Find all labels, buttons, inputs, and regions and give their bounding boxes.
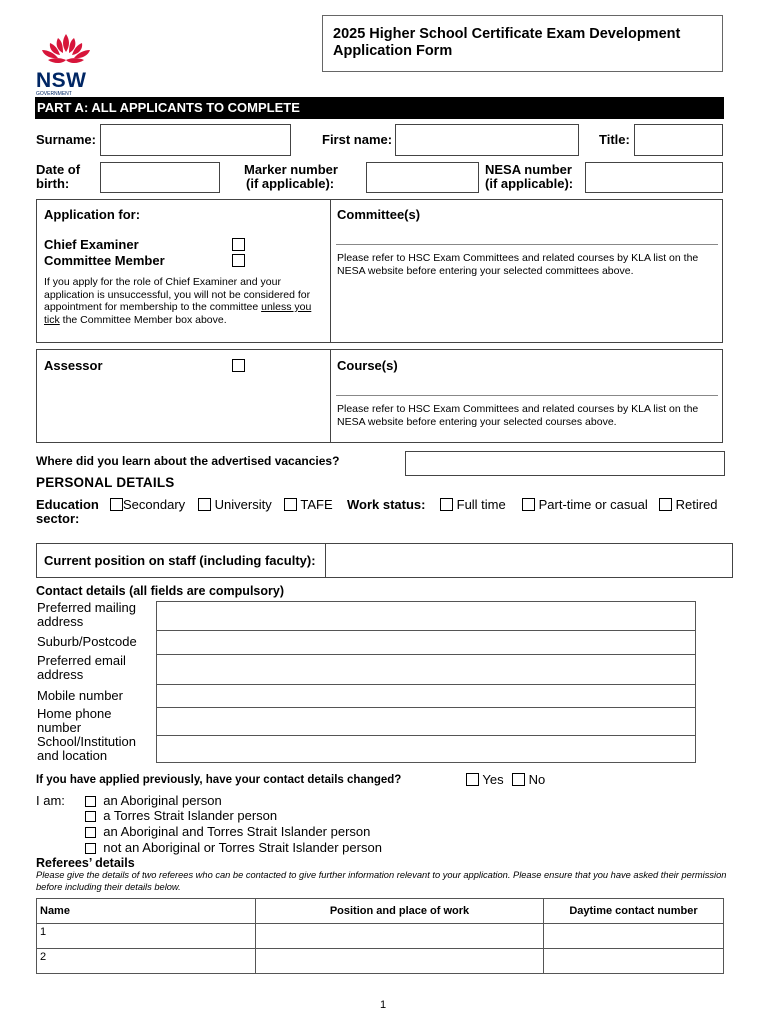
referees-header-row bbox=[37, 899, 724, 924]
i-am-option-both[interactable]: an Aboriginal and Torres Strait Islander person bbox=[85, 825, 370, 839]
nsw-government-logo bbox=[36, 32, 96, 97]
dob-label: Date of birth: bbox=[36, 162, 81, 191]
courses-input-line[interactable] bbox=[336, 395, 718, 396]
current-position-label: Current position on staff (including faculty): bbox=[44, 553, 316, 568]
contact-row bbox=[36, 601, 696, 630]
current-position-input[interactable] bbox=[325, 544, 732, 577]
education-option-university[interactable]: University bbox=[198, 498, 272, 512]
mailing-address-input[interactable] bbox=[156, 601, 696, 631]
title-label: Title: bbox=[599, 132, 630, 147]
contact-row-label: School/Institution and location bbox=[37, 734, 137, 763]
logo-subtext: GOVERNMENT bbox=[36, 91, 72, 97]
nesa-number-input[interactable] bbox=[585, 162, 723, 193]
assessor-checkbox[interactable] bbox=[232, 359, 245, 372]
committees-input-line[interactable] bbox=[336, 244, 718, 245]
contact-changed-yes[interactable]: Yes bbox=[466, 773, 504, 787]
contact-changed-no[interactable]: No bbox=[512, 773, 545, 787]
contact-details-table bbox=[36, 601, 696, 763]
contact-row bbox=[36, 735, 696, 763]
email-input[interactable] bbox=[156, 654, 696, 685]
referee-2-contact[interactable] bbox=[544, 949, 724, 974]
assessor-box bbox=[36, 349, 331, 443]
education-option-secondary[interactable]: Secondary bbox=[110, 498, 185, 512]
surname-label: Surname: bbox=[36, 132, 96, 147]
committees-note: Please refer to HSC Exam Committees and related courses by KLA list on the NESA website before entering your selected committees above. bbox=[337, 252, 699, 277]
form-title: 2025 Higher School Certificate Exam Development Application Form bbox=[333, 26, 681, 59]
logo-wordmark: NSW bbox=[36, 69, 87, 92]
referees-table bbox=[36, 898, 724, 974]
contact-changed-question: If you have applied previously, have your contact details changed? bbox=[36, 774, 402, 786]
courses-heading: Course(s) bbox=[337, 358, 398, 373]
chief-examiner-label: Chief Examiner bbox=[44, 237, 139, 252]
application-for-heading: Application for: bbox=[44, 207, 141, 222]
page-number: 1 bbox=[380, 999, 387, 1011]
contact-row bbox=[36, 654, 696, 684]
contact-row-label: Mobile number bbox=[37, 688, 123, 703]
work-status-label: Work status: bbox=[347, 497, 426, 512]
current-position-box bbox=[36, 543, 733, 578]
courses-note: Please refer to HSC Exam Committees and related courses by KLA list on the NESA website before entering your selected courses above. bbox=[337, 403, 699, 428]
referee-1-position[interactable] bbox=[256, 924, 544, 949]
i-am-option-neither[interactable]: not an Aboriginal or Torres Strait Islander person bbox=[85, 841, 382, 855]
committee-member-label: Committee Member bbox=[44, 253, 165, 268]
marker-number-label: Marker number (if applicable): bbox=[244, 162, 338, 191]
surname-input[interactable] bbox=[100, 124, 291, 156]
committees-heading: Committee(s) bbox=[337, 207, 421, 222]
contact-details-heading: Contact details (all fields are compulsory) bbox=[36, 584, 284, 598]
waratah-icon bbox=[36, 32, 96, 68]
vacancies-question: Where did you learn about the advertised vacancies? bbox=[36, 454, 340, 468]
application-for-box bbox=[36, 199, 331, 343]
referees-column-name: Name bbox=[37, 899, 256, 924]
referee-2-position[interactable] bbox=[256, 949, 544, 974]
both-checkbox[interactable] bbox=[85, 827, 96, 838]
secondary-checkbox[interactable] bbox=[110, 498, 123, 511]
referees-heading: Referees’ details bbox=[36, 856, 135, 870]
referees-note: Please give the details of two referees who can be contacted to give further information relevant to your application. Please ensure that you have asked their permission before including their details below. bbox=[36, 870, 727, 892]
chief-examiner-checkbox[interactable] bbox=[232, 238, 245, 251]
contact-row-label: Suburb/Postcode bbox=[37, 634, 137, 649]
tafe-checkbox[interactable] bbox=[284, 498, 297, 511]
referees-column-contact: Daytime contact number bbox=[544, 899, 724, 924]
yes-checkbox[interactable] bbox=[466, 773, 479, 786]
dob-input[interactable] bbox=[100, 162, 220, 193]
home-phone-input[interactable] bbox=[156, 707, 696, 736]
education-sector-label: Education sector: bbox=[36, 497, 99, 526]
referees-column-position: Position and place of work bbox=[256, 899, 544, 924]
committees-box bbox=[330, 199, 723, 343]
first-name-label: First name: bbox=[322, 132, 393, 147]
form-title-box bbox=[322, 15, 723, 72]
contact-row bbox=[36, 630, 696, 654]
full-time-checkbox[interactable] bbox=[440, 498, 453, 511]
table-row bbox=[37, 949, 724, 974]
suburb-postcode-input[interactable] bbox=[156, 630, 696, 655]
i-am-label: I am: bbox=[36, 793, 65, 808]
contact-row-label: Preferred mailing address bbox=[37, 600, 136, 629]
work-option-part-time[interactable]: Part-time or casual bbox=[522, 498, 648, 512]
vacancies-input[interactable] bbox=[405, 451, 725, 476]
aboriginal-checkbox[interactable] bbox=[85, 796, 96, 807]
contact-row bbox=[36, 707, 696, 735]
education-option-tafe[interactable]: TAFE bbox=[284, 498, 333, 512]
i-am-option-torres-strait[interactable]: a Torres Strait Islander person bbox=[85, 809, 277, 823]
no-checkbox[interactable] bbox=[512, 773, 525, 786]
contact-row bbox=[36, 684, 696, 707]
contact-row-label: Preferred email address bbox=[37, 653, 126, 682]
assessor-label: Assessor bbox=[44, 358, 103, 373]
mobile-input[interactable] bbox=[156, 684, 696, 708]
i-am-option-aboriginal[interactable]: an Aboriginal person bbox=[85, 794, 222, 808]
school-institution-input[interactable] bbox=[156, 735, 696, 763]
first-name-input[interactable] bbox=[395, 124, 579, 156]
committee-member-checkbox[interactable] bbox=[232, 254, 245, 267]
courses-box bbox=[330, 349, 723, 443]
work-option-retired[interactable]: Retired bbox=[659, 498, 718, 512]
part-a-header: PART A: ALL APPLICANTS TO COMPLETE bbox=[35, 97, 724, 119]
nesa-number-label: NESA number (if applicable): bbox=[485, 162, 574, 191]
referee-2-name[interactable]: 2 bbox=[37, 949, 256, 974]
chief-examiner-note: If you apply for the role of Chief Examiner and your application is unsuccessful, you will not be considered for appointment for membership to the committee unless you tick the Committee Member box above. bbox=[44, 276, 312, 326]
part-time-checkbox[interactable] bbox=[522, 498, 535, 511]
table-row bbox=[37, 924, 724, 949]
title-input[interactable] bbox=[634, 124, 723, 156]
university-checkbox[interactable] bbox=[198, 498, 211, 511]
retired-checkbox[interactable] bbox=[659, 498, 672, 511]
contact-row-label: Home phone number bbox=[37, 706, 112, 735]
marker-number-input[interactable] bbox=[366, 162, 479, 193]
referee-1-name[interactable]: 1 bbox=[37, 924, 256, 949]
personal-details-heading: PERSONAL DETAILS bbox=[36, 475, 175, 490]
torres-strait-checkbox[interactable] bbox=[85, 811, 96, 822]
work-option-full-time[interactable]: Full time bbox=[440, 498, 506, 512]
neither-checkbox[interactable] bbox=[85, 843, 96, 854]
referee-1-contact[interactable] bbox=[544, 924, 724, 949]
